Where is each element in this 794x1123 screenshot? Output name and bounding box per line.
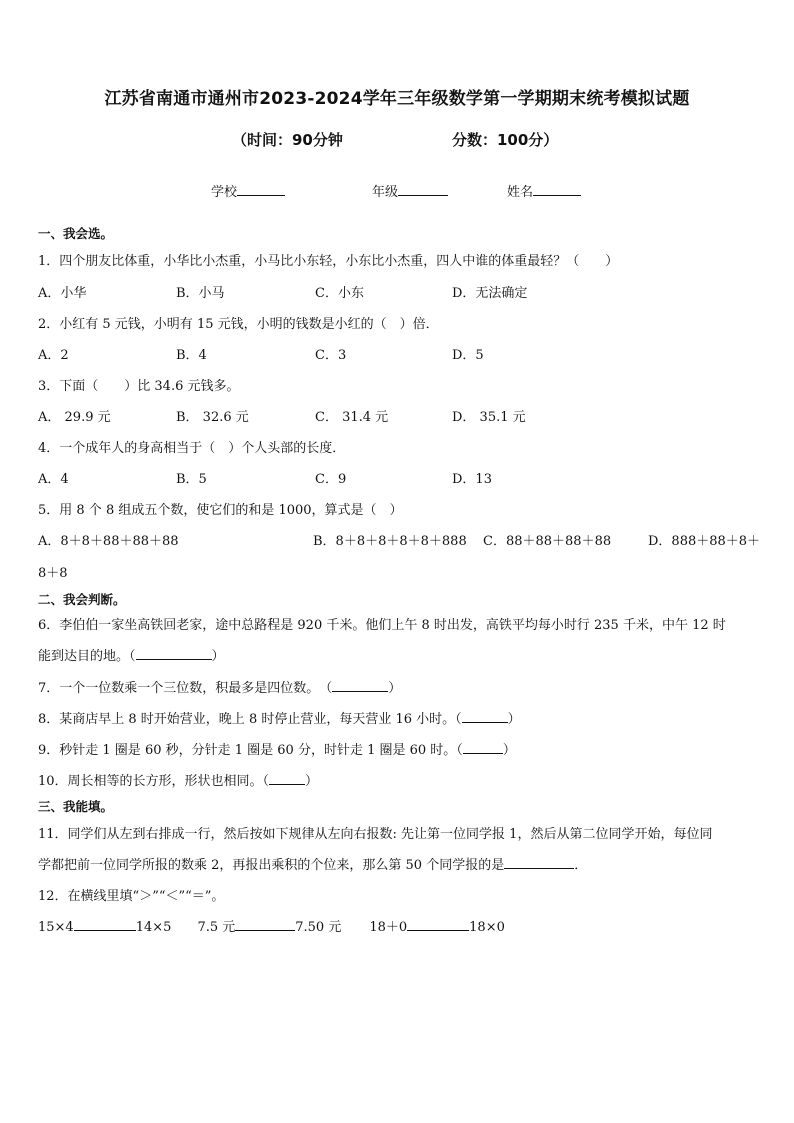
q6-text: 能到达目的地。（ [38, 649, 136, 664]
question-4: 4．一个成年人的身高相当于（ ）个人头部的长度． [38, 441, 346, 456]
q7-answer-blank[interactable] [332, 679, 388, 692]
name-field [507, 181, 581, 200]
question-7 [38, 677, 401, 696]
q12-item-2-left: 7.5 元 [197, 920, 236, 935]
name-label: 姓名 [507, 185, 534, 200]
q12-item-1-right: 14×5 [135, 920, 172, 935]
grade-field [372, 181, 448, 200]
section-title: 一、我会选。 [38, 226, 114, 241]
question-6: 6．李伯伯一家坐高铁回老家，途中总路程是 920 千米。他们上午 8 时出发，高铁平均每小时行 235 千米，中午 12 时 [38, 618, 726, 633]
q10-text: 10．周长相等的长方形，形状也相同。（ [38, 774, 270, 789]
q12-item-3-blank[interactable] [407, 918, 469, 931]
section-title: 二、我会判断。 [38, 592, 126, 607]
q12-item-2-blank[interactable] [235, 918, 295, 931]
question-12: 12．在横线里填“＞”“＜”“＝”。 [38, 889, 225, 904]
q11-answer-blank[interactable] [504, 856, 574, 869]
school-label: 学校 [211, 185, 238, 200]
exam-time: （时间：90分钟 [232, 131, 343, 149]
q6-answer-blank[interactable] [136, 647, 212, 660]
q10-close: ） [305, 774, 319, 789]
q5-option-b[interactable]: B．8＋8＋8＋8＋8＋888 [313, 534, 467, 549]
school-blank[interactable] [237, 183, 285, 196]
q4-option-a[interactable]: A．4 [38, 472, 69, 487]
question-8 [38, 708, 521, 727]
grade-blank[interactable] [398, 183, 448, 196]
q5-option-d-continued: 8＋8 [38, 566, 68, 581]
q7-close: ） [388, 681, 402, 696]
name-blank[interactable] [533, 183, 581, 196]
school-field [211, 181, 285, 200]
q9-text: 9．秒针走 1 圈是 60 秒，分针走 1 圈是 60 分，时针走 1 圈是 60 时。（ [38, 743, 463, 758]
q6-close: ） [211, 649, 225, 664]
q1-option-d[interactable]: D．无法确定 [452, 286, 528, 301]
exam-score: 分数：100分） [452, 131, 559, 149]
question-10 [38, 770, 318, 789]
q1-option-a[interactable]: A．小华 [38, 286, 87, 301]
question-2: 2．小红有 5 元钱，小明有 15 元钱，小明的钱数是小红的（ ）倍． [38, 317, 439, 332]
q3-option-c[interactable]: C． 31.4 元 [315, 410, 389, 425]
q12-item-2-right: 7.50 元 [295, 920, 342, 935]
q11-end: ． [574, 858, 588, 873]
q2-option-a[interactable]: A．2 [38, 348, 69, 363]
q12-item-3-right: 18×0 [469, 920, 505, 935]
q2-option-d[interactable]: D．5 [452, 348, 484, 363]
q9-close: ） [502, 743, 516, 758]
question-6-line2 [38, 645, 225, 664]
q9-answer-blank[interactable] [463, 741, 503, 754]
q3-option-d[interactable]: D． 35.1 元 [452, 410, 526, 425]
q5-option-a[interactable]: A．8＋8＋88＋88＋88 [38, 534, 179, 549]
q3-option-a[interactable]: A． 29.9 元 [38, 410, 111, 425]
q4-option-d[interactable]: D．13 [452, 472, 492, 487]
q3-option-b[interactable]: B． 32.6 元 [176, 410, 249, 425]
q8-close: ） [507, 712, 521, 727]
q11-text: 学都把前一位同学所报的数乘 2，再报出乘积的个位来，那么第 50 个同学报的是 [38, 858, 505, 873]
q4-option-b[interactable]: B．5 [176, 472, 207, 487]
q7-text: 7．一个一位数乘一个三位数，积最多是四位数。 （ [38, 681, 333, 696]
q2-option-b[interactable]: B．4 [176, 348, 207, 363]
question-3: 3．下面（ ）比 34.6 元钱多。 [38, 379, 240, 394]
exam-title: 江苏省南通市通州市2023-2024学年三年级数学第一学期期末统考模拟试题 [104, 89, 690, 109]
grade-label: 年级 [372, 185, 399, 200]
q8-answer-blank[interactable] [462, 710, 508, 723]
q1-option-c[interactable]: C．小东 [315, 286, 364, 301]
question-5: 5．用 8 个 8 组成五个数，使它们的和是 1000，算式是（ ） [38, 503, 403, 518]
q12-item-1-blank[interactable] [74, 918, 136, 931]
question-1: 1．四个朋友比体重，小华比小杰重，小马比小东轻，小东比小杰重，四人中谁的体重最轻？（ ） [38, 254, 619, 269]
question-11-line2 [38, 854, 587, 873]
q8-text: 8．某商店早上 8 时开始营业，晚上 8 时停止营业，每天营业 16 小时。（ [38, 712, 462, 727]
q2-option-c[interactable]: C．3 [315, 348, 347, 363]
q4-option-c[interactable]: C．9 [315, 472, 347, 487]
question-12-items [38, 916, 505, 935]
question-9 [38, 739, 516, 758]
q5-option-c[interactable]: C．88＋88＋88＋88 [483, 534, 612, 549]
q12-item-3-left: 18＋0 [369, 920, 408, 935]
section-title: 三、我能填。 [38, 799, 114, 814]
question-11: 11．同学们从左到右排成一行，然后按如下规律从左向右报数: 先让第一位同学报 1，然后从第二位同学开始，每位同 [38, 827, 713, 842]
q1-option-b[interactable]: B．小马 [176, 286, 225, 301]
q12-item-1-left: 15×4 [38, 920, 74, 935]
q10-answer-blank[interactable] [269, 772, 305, 785]
q5-option-d[interactable]: D．888＋88＋8＋ [648, 534, 761, 549]
